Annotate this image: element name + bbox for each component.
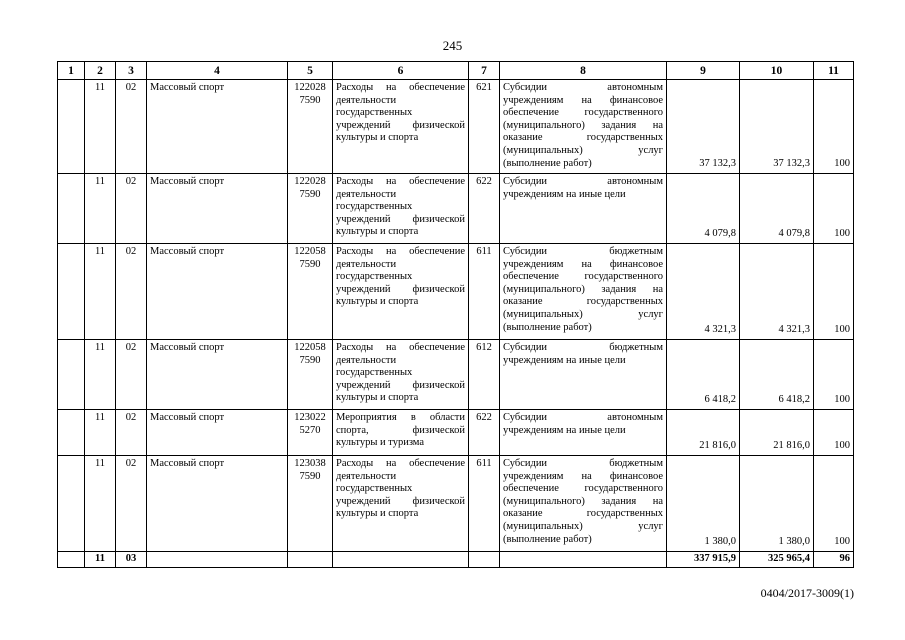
expense-type-cell: 622 <box>469 174 500 244</box>
header-cell: 6 <box>333 62 469 80</box>
expense-type-description-cell: Субсидии автономным учреждениям на иные цели <box>500 410 667 456</box>
subsection-cell: 02 <box>116 340 147 410</box>
total-executed: 325 965,4 <box>740 552 814 568</box>
target-article-cell: 122028 7590 <box>288 80 333 174</box>
cell-empty <box>58 80 85 174</box>
expense-description-cell: Мероприятия в области спорта, физической культуры и туризма <box>333 410 469 456</box>
total-row <box>58 552 854 568</box>
total-subsection: 03 <box>116 552 147 568</box>
name-cell: Массовый спорт <box>147 410 288 456</box>
target-article-cell: 122058 7590 <box>288 340 333 410</box>
header-cell: 5 <box>288 62 333 80</box>
name-cell: Массовый спорт <box>147 456 288 552</box>
document-code: 0404/2017-3009(1) <box>760 586 854 600</box>
total-section: 11 <box>85 552 116 568</box>
table-row <box>58 456 854 552</box>
name-cell: Массовый спорт <box>147 244 288 340</box>
expense-type-cell: 611 <box>469 244 500 340</box>
expense-type-description-cell: Субсидии бюджетным учреждениям на иные цели <box>500 340 667 410</box>
total-cell-6 <box>333 552 469 568</box>
percent-cell: 100 <box>814 410 854 456</box>
expense-type-cell: 611 <box>469 456 500 552</box>
budget-table <box>57 61 854 568</box>
expense-description-cell: Расходы на обеспечение деятельности государственных учреждений физической культуры и спорта <box>333 244 469 340</box>
subsection-cell: 02 <box>116 244 147 340</box>
subsection-cell: 02 <box>116 80 147 174</box>
header-cell: 7 <box>469 62 500 80</box>
header-cell: 11 <box>814 62 854 80</box>
total-percent: 96 <box>814 552 854 568</box>
executed-amount-cell: 4 079,8 <box>740 174 814 244</box>
expense-description-cell: Расходы на обеспечение деятельности государственных учреждений физической культуры и спорта <box>333 174 469 244</box>
name-cell: Массовый спорт <box>147 174 288 244</box>
table-row <box>58 174 854 244</box>
percent-cell: 100 <box>814 244 854 340</box>
section-cell: 11 <box>85 80 116 174</box>
cell-empty <box>58 410 85 456</box>
total-planned: 337 915,9 <box>667 552 740 568</box>
executed-amount-cell: 21 816,0 <box>740 410 814 456</box>
table-row <box>58 244 854 340</box>
page-number: 245 <box>442 38 463 53</box>
subsection-cell: 02 <box>116 410 147 456</box>
header-cell: 8 <box>500 62 667 80</box>
table-row <box>58 410 854 456</box>
section-cell: 11 <box>85 456 116 552</box>
total-cell-1 <box>58 552 85 568</box>
header-cell: 9 <box>667 62 740 80</box>
section-cell: 11 <box>85 174 116 244</box>
planned-amount-cell: 21 816,0 <box>667 410 740 456</box>
expense-type-cell: 621 <box>469 80 500 174</box>
expense-type-description-cell: Субсидии бюджетным учреждениям на финансовое обеспечение государственного (муниципального) задания на оказание государственных (муниципальных) услуг (выполнение работ) <box>500 456 667 552</box>
expense-type-cell: 622 <box>469 410 500 456</box>
executed-amount-cell: 6 418,2 <box>740 340 814 410</box>
expense-description-cell: Расходы на обеспечение деятельности государственных учреждений физической культуры и спорта <box>333 340 469 410</box>
expense-type-cell: 612 <box>469 340 500 410</box>
cell-empty <box>58 456 85 552</box>
subsection-cell: 02 <box>116 456 147 552</box>
expense-type-description-cell: Субсидии бюджетным учреждениям на финансовое обеспечение государственного (муниципального) задания на оказание государственных (муниципальных) услуг (выполнение работ) <box>500 244 667 340</box>
planned-amount-cell: 1 380,0 <box>667 456 740 552</box>
section-cell: 11 <box>85 340 116 410</box>
total-cell-4 <box>147 552 288 568</box>
header-cell: 1 <box>58 62 85 80</box>
total-cell-5 <box>288 552 333 568</box>
total-cell-7 <box>469 552 500 568</box>
planned-amount-cell: 6 418,2 <box>667 340 740 410</box>
percent-cell: 100 <box>814 340 854 410</box>
header-row <box>58 62 854 80</box>
executed-amount-cell: 37 132,3 <box>740 80 814 174</box>
cell-empty <box>58 340 85 410</box>
section-cell: 11 <box>85 410 116 456</box>
expense-description-cell: Расходы на обеспечение деятельности государственных учреждений физической культуры и спорта <box>333 456 469 552</box>
name-cell: Массовый спорт <box>147 340 288 410</box>
table-row <box>58 80 854 174</box>
executed-amount-cell: 1 380,0 <box>740 456 814 552</box>
header-cell: 3 <box>116 62 147 80</box>
cell-empty <box>58 174 85 244</box>
target-article-cell: 122028 7590 <box>288 174 333 244</box>
percent-cell: 100 <box>814 80 854 174</box>
planned-amount-cell: 37 132,3 <box>667 80 740 174</box>
header-cell: 10 <box>740 62 814 80</box>
percent-cell: 100 <box>814 456 854 552</box>
subsection-cell: 02 <box>116 174 147 244</box>
planned-amount-cell: 4 079,8 <box>667 174 740 244</box>
cell-empty <box>58 244 85 340</box>
target-article-cell: 123038 7590 <box>288 456 333 552</box>
expense-type-description-cell: Субсидии автономным учреждениям на финансовое обеспечение государственного (муниципального) задания на оказание государственных (муниципальных) услуг (выполнение работ) <box>500 80 667 174</box>
header-cell: 4 <box>147 62 288 80</box>
target-article-cell: 123022 5270 <box>288 410 333 456</box>
table-row <box>58 340 854 410</box>
percent-cell: 100 <box>814 174 854 244</box>
section-cell: 11 <box>85 244 116 340</box>
target-article-cell: 122058 7590 <box>288 244 333 340</box>
executed-amount-cell: 4 321,3 <box>740 244 814 340</box>
total-cell-8 <box>500 552 667 568</box>
name-cell: Массовый спорт <box>147 80 288 174</box>
expense-description-cell: Расходы на обеспечение деятельности государственных учреждений физической культуры и спорта <box>333 80 469 174</box>
expense-type-description-cell: Субсидии автономным учреждениям на иные цели <box>500 174 667 244</box>
planned-amount-cell: 4 321,3 <box>667 244 740 340</box>
header-cell: 2 <box>85 62 116 80</box>
